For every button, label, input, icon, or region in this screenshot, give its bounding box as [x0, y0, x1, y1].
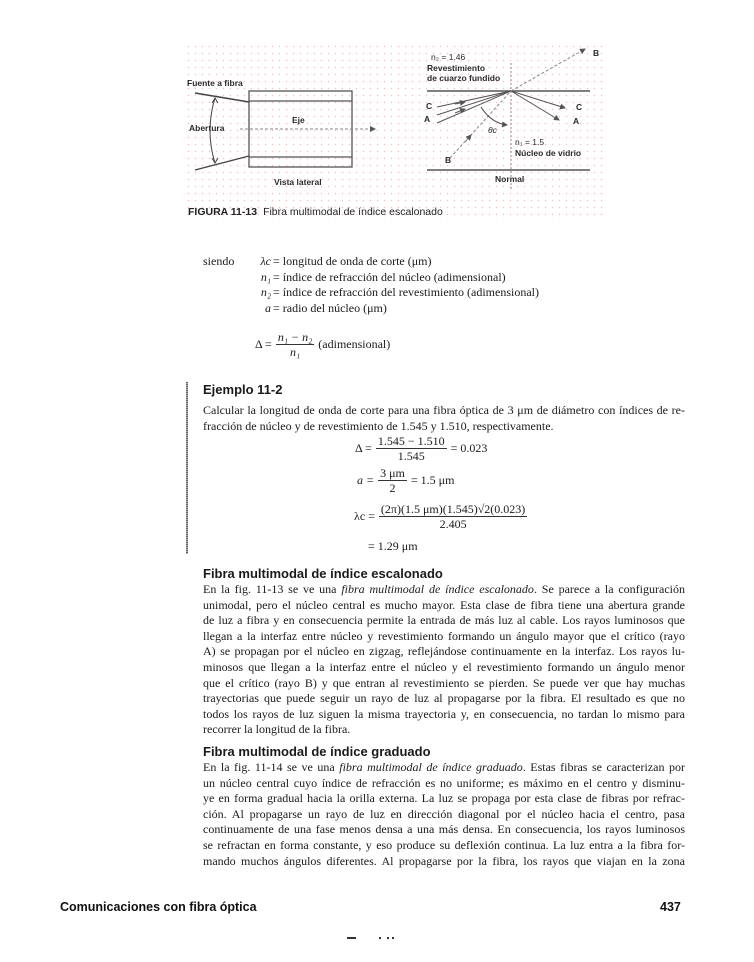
example-lambda-equation	[354, 502, 531, 531]
eq-fraction	[376, 434, 447, 463]
paragraph-line: ye en forma gradual hacia la orilla externa. La luz se propaga por esta clase de fibras por refrac-	[203, 791, 685, 806]
delta-lhs: Δ =	[255, 337, 272, 351]
definition-text: = índice de refracción del revestimiento (adimensional)	[273, 285, 539, 299]
example-delta-equation	[355, 434, 487, 463]
eq-lhs: a =	[357, 473, 375, 487]
eq-denominator: 1.545	[397, 449, 425, 463]
ray-b-out-label: B	[593, 48, 600, 58]
eq-fraction	[379, 502, 527, 531]
normal-label: Normal	[495, 174, 525, 184]
definition-row	[203, 301, 539, 317]
critical-angle-label: θc	[488, 125, 497, 135]
eq-numerator: 1.545 − 1.510	[377, 434, 445, 448]
example-sidebar-rule	[186, 382, 188, 554]
paragraph-line: En la fig. 11-13 se ve una fibra multimodal de índice escalonado. Se parece a la configuración	[203, 582, 685, 596]
eq-fraction	[378, 466, 407, 495]
definition-text: = radio del núcleo (μm)	[273, 300, 387, 315]
variable-definitions	[203, 254, 539, 316]
paragraph-line: todos los rayos de luz siguen la misma trayectoria y, en consecuencia, no tardan lo mismo para	[203, 706, 685, 721]
eq-denominator: 2.405	[439, 517, 467, 531]
definition-symbol: λc	[260, 254, 271, 268]
paragraph-line: minosos que llegan a la interfaz entre el núcleo y el revestimiento formando un ángulo menor	[203, 659, 685, 674]
fiber-diagram	[185, 43, 605, 221]
paragraph-line: recorrer la longitud de la fibra.	[203, 722, 351, 737]
definition-text: = longitud de onda de corte (μm)	[273, 254, 432, 268]
example-lambda-result: = 1.29 μm	[368, 539, 418, 553]
paragraph-line: llegan a la interfaz entre núcleo y revestimiento formando un ángulo mayor que el crítico (rayo	[203, 628, 685, 643]
section-heading-graded-index: Fibra multimodal de índice graduado	[203, 744, 431, 759]
paragraph-line: mando muchos ángulos diferentes. Al propagarse por la fibra, los rayos que viajan en la zona	[203, 853, 685, 868]
eq-numerator: (2π)(1.5 μm)(1.545)√2(0.023)	[380, 502, 526, 516]
ray-a-in-label: A	[424, 114, 431, 124]
paragraph-line: se refractan en forma constante, y eso produce su deflexión continua. La luz entra a la fibra for-	[203, 837, 685, 852]
delta-formula	[255, 330, 390, 359]
ray-c-out-label: C	[576, 102, 583, 112]
example-line: Calcular la longitud de onda de corte para una fibra óptica de 3 μm de diámetro con índices de re-	[203, 403, 685, 417]
delta-fraction	[276, 330, 314, 359]
section-step-index-body	[203, 582, 685, 738]
running-footer-title: Comunicaciones con fibra óptica	[60, 900, 257, 914]
paragraph-line: un núcleo central cuyo índice de refracción es no uniforme; es máximo en el centro y disminu-	[203, 775, 685, 790]
eq-result: = 0.023	[450, 441, 488, 455]
definition-row	[203, 285, 539, 301]
definition-text: = índice de refracción del núcleo (adimensional)	[273, 269, 506, 284]
paragraph-line: unimodal, pero el núcleo central es mucho mayor. Esta clase de fibra tiene una abertura grande	[203, 597, 685, 612]
page-number: 437	[660, 900, 681, 914]
definition-symbol: a	[265, 300, 271, 315]
definition-symbol: n₂	[260, 285, 271, 299]
eq-denominator: 2	[389, 481, 396, 495]
axis-label: Eje	[292, 115, 305, 125]
definition-row	[203, 254, 539, 270]
cropped-next-page-fragment	[387, 937, 389, 939]
paragraph-line: continuamente de una fase menos densa a una más densa. En consecuencia, los rayos luminosos	[203, 822, 685, 837]
source-to-fiber-label: Fuente a fibra	[187, 78, 243, 88]
figure-11-13	[185, 43, 605, 221]
definition-row	[203, 270, 539, 286]
section-graded-index-body	[203, 760, 685, 869]
core-index-label: n₁ = 1.5	[515, 137, 545, 147]
paragraph-line: A) se propagan por el núcleo en zigzag, reflejándose continuamente en la interfaz. Los rayos lu-	[203, 644, 685, 659]
eq-lhs: Δ =	[355, 441, 372, 455]
eq-lhs: λc =	[354, 509, 375, 523]
eq-numerator: 3 μm	[380, 466, 405, 480]
paragraph-line: trayectorias que puede seguir un rayo de luz al propagarse por la fibra. El resultado es que no	[203, 691, 685, 706]
side-view-label: Vista lateral	[274, 177, 322, 187]
example-title: Ejemplo 11-2	[203, 382, 283, 397]
emphasis-term: fibra multimodal de índice escalonado	[341, 582, 534, 596]
emphasis-term: fibra multimodal de índice graduado	[339, 760, 523, 774]
figure-caption	[188, 206, 443, 218]
example-line: fracción de núcleo y de revestimiento de 1.545 y 1.510, respectivamente.	[203, 419, 554, 433]
example-radius-equation	[357, 466, 454, 495]
paragraph-line: ción. Al propagarse un rayo de luz en dirección diagonal por el núcleo hacia el centro, pasa	[203, 806, 685, 821]
ray-c-in-label: C	[426, 101, 433, 111]
definition-symbol: n₁	[260, 269, 271, 284]
ray-a-out-label: A	[573, 116, 580, 126]
core-label: Núcleo de vidrio	[515, 148, 582, 158]
cropped-next-page-fragment	[379, 937, 381, 939]
example-statement	[203, 402, 685, 434]
aperture-label: Abertura	[189, 123, 225, 133]
section-heading-step-index: Fibra multimodal de índice escalonado	[203, 566, 443, 581]
delta-denominator: n₁	[289, 345, 301, 359]
eq-result: = 1.5 μm	[410, 473, 455, 487]
cladding-index-label: n₂ = 1.46	[431, 52, 466, 62]
cladding-label-line2: de cuarzo fundido	[427, 73, 501, 83]
figure-number: FIGURA 11-13	[188, 206, 258, 218]
paragraph-line: En la fig. 11-14 se ve una fibra multimodal de índice graduado. Estas fibras se caracterizan por	[203, 760, 685, 774]
figure-caption-text: Fibra multimodal de índice escalonado	[263, 206, 443, 218]
delta-suffix: (adimensional)	[318, 337, 391, 351]
definitions-lead: siendo	[203, 254, 235, 268]
cropped-next-page-fragment	[347, 937, 356, 939]
paragraph-line: que el crítico (rayo B) y que entran al revestimiento se pierden. Se puede ver que hay muchas	[203, 675, 685, 690]
paragraph-line: de luz a fibra y en consecuencia permite la entrada de más luz al cable. Los rayos luminosos que	[203, 613, 685, 628]
cladding-label-line1: Revestimiento	[427, 63, 486, 73]
ray-b-in-label: B	[445, 155, 452, 165]
delta-numerator: n₁ − n₂	[277, 330, 313, 344]
cropped-next-page-fragment	[392, 937, 394, 939]
